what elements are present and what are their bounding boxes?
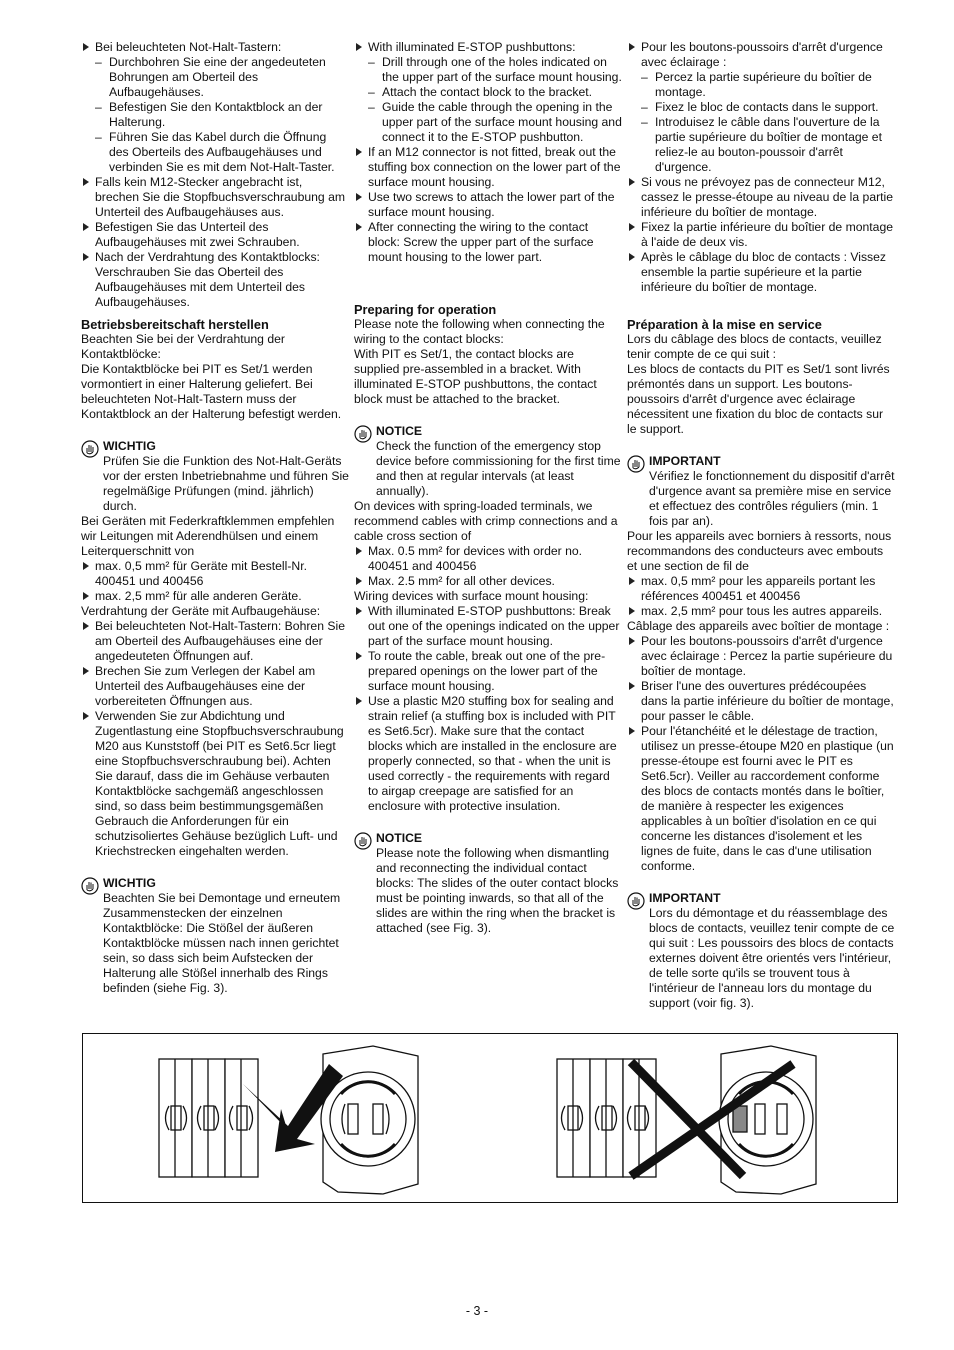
dash-item: – Befestigen Sie den Kontaktblock an der Halterung.	[81, 100, 349, 130]
notice-title: WICHTIG	[103, 876, 156, 890]
dash-item: – Percez la partie supérieure du boîtier de montage.	[627, 70, 895, 100]
bullet-item: Brechen Sie zum Verlegen der Kabel am Unterteil des Aufbaugehäuses eine der vorbereiteten Öffnungen aus.	[81, 664, 349, 709]
dash-item: – Durchbohren Sie eine der angedeuteten Bohrungen am Oberteil des Aufbaugehäuses.	[81, 55, 349, 100]
bullet-item: Max. 0.5 mm² for devices with order no. 400451 and 400456	[354, 544, 622, 574]
section-heading: Preparing for operation	[354, 302, 497, 317]
dash-item: – Introduisez le câble dans l'ouverture de la partie supérieure du boîtier de montage et reliez-le au bouton-poussoir d'arrêt d'urgence.	[627, 115, 895, 175]
dash-item: – Fixez le bloc de contacts dans le support.	[627, 100, 895, 115]
paragraph: Beachten Sie bei der Verdrahtung der Kontaktblöcke:	[81, 332, 285, 361]
bullet-item: Après le câblage du bloc de contacts : Vissez ensemble la partie supérieure et la partie inférieure du boîtier de montage.	[627, 250, 895, 295]
bullet-illuminated: Pour les boutons-poussoirs d'arrêt d'urgence avec éclairage :	[627, 40, 895, 70]
notice-text: Check the function of the emergency stop device before commissioning for the first time and then at regular intervals (at least annually).	[376, 439, 621, 498]
bullet-item: Pour l'étanchéité et le délestage de traction, utilisez un presse-étoupe M20 en plastique (un presse-étoupe est fourni avec le PIT es Set6.5cr). Veiller au raccordement conforme des blocs de contacts montés dans le boîtier, de manière à respecter les exigences applicables à un boîtier d'isolation en ce qui concerne les distances d'isolement et les lignes de fuite, dans le cas d'une utilisation conforme.	[627, 724, 895, 874]
bullet-illuminated: With illuminated E-STOP pushbuttons:	[354, 40, 622, 55]
bullet-item: max. 0,5 mm² für Geräte mit Bestell-Nr. 400451 und 400456	[81, 559, 349, 589]
bullet-item: Use two screws to attach the lower part of the surface mount housing.	[354, 190, 622, 220]
bullet-item: max. 2,5 mm² für alle anderen Geräte.	[81, 589, 349, 604]
bullet-item: Verwenden Sie zur Abdichtung und Zugentlastung eine Stopfbuchsverschraubung M20 aus Kunststoff (bei PIT es Set6.5cr liegt eine Stopfbuchsverschraubung bei). Achten Sie darauf, dass die im Gehäuse verbauten Kontaktblöcke sachgemäß angeschlossen sind, so dass beim bestimmungsgemäßen Gebrauch die Anforderungen für ein schutzisoliertes Gehäuse bezüglich Luft- und Kriechstrecken eingehalten werden.	[81, 709, 349, 859]
bullet-item: To route the cable, break out one of the pre-prepared openings on the lower part of the surface mount housing.	[354, 649, 622, 694]
bullet-item: Nach der Verdrahtung des Kontaktblocks: Verschrauben Sie das Oberteil des Aufbaugehäuses mit dem Unterteil des Aufbaugehäuses.	[81, 250, 349, 310]
notice-box	[627, 891, 895, 1011]
hand-icon	[354, 832, 372, 850]
paragraph: Les blocs de contacts du PIT es Set/1 sont livrés prémontés dans un support. Les boutons-poussoirs d'arrêt d'urgence avec éclairage nécessitent une fixation du bloc de contacts sur le support.	[627, 362, 890, 436]
bullet-item: Bei beleuchteten Not-Halt-Tastern: Bohren Sie am Oberteil des Aufbaugehäuses eine der angedeuteten Öffnungen auf.	[81, 619, 349, 664]
bullet-illuminated: Bei beleuchteten Not-Halt-Tastern:	[81, 40, 349, 55]
section-heading: Préparation à la mise en service	[627, 317, 822, 332]
bullet-item: Falls kein M12-Stecker angebracht ist, brechen Sie die Stopfbuchsverschraubung am Unterteil des Aufbaugehäuses aus.	[81, 175, 349, 220]
bullet-item: Pour les boutons-poussoirs d'arrêt d'urgence avec éclairage : Percez la partie supérieure du boîtier de montage.	[627, 634, 895, 679]
notice-box	[627, 454, 895, 529]
notice-text: Please note the following when dismantling and reconnecting the individual contact blocks: The slides of the outer contact blocks must be pointing inwards, so that all of the slides are within the ring when the bracket is attached (see Fig. 3).	[376, 846, 619, 935]
notice-title: IMPORTANT	[649, 454, 721, 468]
bullet-item: Max. 2.5 mm² for all other devices.	[354, 574, 622, 589]
notice-title: IMPORTANT	[649, 891, 721, 905]
bullet-item: After connecting the wiring to the contact block: Screw the upper part of the surface mount housing to the lower part.	[354, 220, 622, 265]
figure-contact-block-orientation	[82, 1033, 898, 1203]
hand-icon	[627, 892, 645, 910]
paragraph: Die Kontaktblöcke bei PIT es Set/1 werden vormontiert in einer Halterung geliefert. Bei beleuchteten Not-Halt-Tastern muss der Kontaktblock an der Halterung befestigt werden.	[81, 362, 342, 421]
notice-title: NOTICE	[376, 831, 423, 845]
notice-text: Prüfen Sie die Funktion des Not-Halt-Geräts vor der ersten Inbetriebnahme und führen Sie regelmäßige Prüfungen (mind. jährlich) durch.	[103, 454, 349, 513]
paragraph: With PIT es Set/1, the contact blocks are supplied pre-assembled in a bracket. With illuminated E-STOP pushbuttons, the contact block must be attached to the bracket.	[354, 347, 597, 406]
paragraph: Lors du câblage des blocs de contacts, veuillez tenir compte de ce qui suit :	[627, 332, 882, 361]
paragraph: Please note the following when connecting the wiring to the contact blocks:	[354, 317, 605, 346]
dash-item: – Guide the cable through the opening in the upper part of the surface mount housing and connect it to the E-STOP pushbutton.	[354, 100, 622, 145]
column-german	[81, 40, 349, 996]
dash-item: – Führen Sie das Kabel durch die Öffnung des Oberteils des Aufbaugehäuses und verbinden Sie es mit dem Not-Halt-Taster.	[81, 130, 349, 175]
hand-icon	[627, 455, 645, 473]
notice-box	[354, 424, 622, 499]
section-heading: Betriebsbereitschaft herstellen	[81, 317, 269, 332]
notice-text: Vérifiez le fonctionnement du dispositif d'arrêt d'urgence avant sa première mise en service et effectuez des contrôles réguliers (min. 1 fois par an).	[649, 469, 895, 528]
paragraph: Wiring devices with surface mount housing:	[354, 589, 589, 603]
paragraph: Pour les appareils avec borniers à ressorts, nous recommandons des conducteurs avec embouts et une section de fil de	[627, 529, 892, 573]
notice-box	[354, 831, 622, 936]
notice-title: WICHTIG	[103, 439, 156, 453]
dash-item: – Drill through one of the holes indicated on the upper part of the surface mount housing.	[354, 55, 622, 85]
hand-icon	[81, 877, 99, 895]
notice-title: NOTICE	[376, 424, 423, 438]
paragraph: Câblage des appareils avec boîtier de montage :	[627, 619, 890, 633]
bullet-item: Fixez la partie inférieure du boîtier de montage à l'aide de deux vis.	[627, 220, 895, 250]
paragraph: Bei Geräten mit Federkraftklemmen empfehlen wir Leitungen mit Aderendhülsen und einem Leiterquerschnitt von	[81, 514, 335, 558]
bullet-item: With illuminated E-STOP pushbuttons: Break out one of the openings indicated on the upper part of the surface mount housing.	[354, 604, 622, 649]
bullet-item: max. 0,5 mm² pour les appareils portant les références 400451 et 400456	[627, 574, 895, 604]
notice-text: Beachten Sie bei Demontage und erneutem Zusammenstecken der einzelnen Kontaktblöcke: Die Stößel der äußeren Kontaktblöcke müssen nach innen gerichtet sein, so dass sich beim Aufstecken der Halterung alle Stößel innerhalb des Rings befinden (siehe Fig. 3).	[103, 891, 341, 995]
notice-text: Lors du démontage et du réassemblage des blocs de contacts, veuillez tenir compte de ce qui suit : Les poussoirs des blocs de contacts externes doivent être orientés vers l'intérieur, de telle sorte qu'ils se trouvent tous à l'intérieur de l'anneau lors du montage du support (voir fig. 3).	[649, 906, 895, 1010]
bullet-item: Befestigen Sie das Unterteil des Aufbaugehäuses mit zwei Schrauben.	[81, 220, 349, 250]
bullet-item: Si vous ne prévoyez pas de connecteur M12, cassez le presse-étoupe au niveau de la partie inférieure du boîtier de montage.	[627, 175, 895, 220]
column-english	[354, 40, 622, 936]
paragraph: Verdrahtung der Geräte mit Aufbaugehäuse:	[81, 604, 321, 618]
bullet-item: Briser l'une des ouvertures prédécoupées dans la partie inférieure du boîtier de montage, pour passer le câble.	[627, 679, 895, 724]
bullet-item: If an M12 connector is not fitted, break out the stuffing box connection on the lower part of the surface mount housing.	[354, 145, 622, 190]
page-number: - 3 -	[465, 1304, 489, 1318]
figure-drawing	[83, 1034, 899, 1204]
hand-icon	[354, 425, 372, 443]
housing-correct	[321, 1046, 418, 1194]
bullet-item: Use a plastic M20 stuffing box for sealing and strain relief (a stuffing box is included with PIT es Set6.5cr). Make sure that the contact blocks which are installed in the enclosure are properly connected, so that - when the unit is used correctly - the requirements with regard to airgap creepage are satisfied for an enclosure with protective insulation.	[354, 694, 622, 814]
column-french	[627, 40, 895, 1011]
hand-icon	[81, 440, 99, 458]
bullet-item: max. 2,5 mm² pour tous les autres appareils.	[627, 604, 895, 619]
dash-item: – Attach the contact block to the bracket.	[354, 85, 622, 100]
paragraph: On devices with spring-loaded terminals, we recommend cables with crimp connections and a cable cross section of	[354, 499, 618, 543]
contact-blocks-correct	[159, 1059, 258, 1177]
notice-box	[81, 876, 349, 996]
notice-box	[81, 439, 349, 514]
